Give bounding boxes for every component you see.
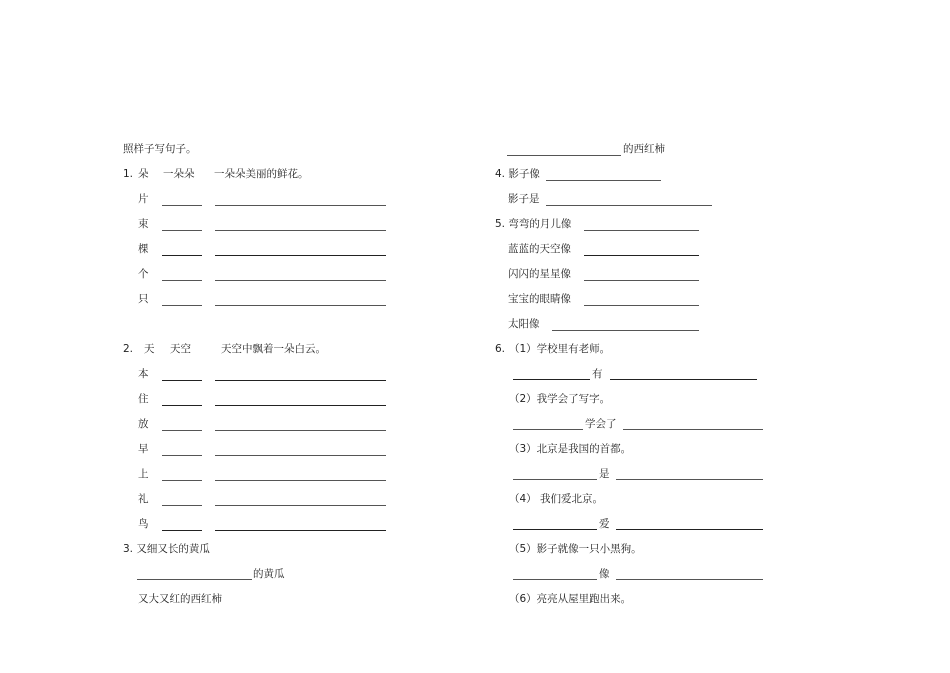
q6-sentence: （4） 我们爱北京。 — [509, 493, 604, 505]
q4-blank[interactable] — [546, 205, 712, 206]
q6-blank-left[interactable] — [513, 479, 597, 480]
q2-item: 本 — [138, 368, 149, 380]
q1-phrase-blank[interactable] — [162, 205, 202, 206]
q6-sentence: （5）影子就像一只小黑狗。 — [509, 543, 642, 555]
q3-blank[interactable] — [137, 579, 252, 580]
q6-blank-left[interactable] — [513, 579, 597, 580]
q1-example-sentence: 一朵朵美丽的鲜花。 — [214, 168, 309, 180]
q6-blank-left[interactable] — [513, 529, 597, 530]
q1-phrase-blank[interactable] — [162, 280, 202, 281]
q6-keyword: 学会了 — [585, 418, 617, 430]
q1-item: 束 — [138, 218, 149, 230]
q2-example-phrase: 天空 — [170, 343, 191, 355]
q1-sentence-blank[interactable] — [215, 305, 386, 306]
q6-blank-right[interactable] — [616, 579, 763, 580]
q6-sentence: （3）北京是我国的首都。 — [509, 443, 632, 455]
q1-item: 个 — [138, 268, 149, 280]
q1-sentence-blank[interactable] — [215, 255, 386, 256]
q4-blank[interactable] — [546, 180, 661, 181]
q2-sentence-blank[interactable] — [215, 530, 386, 531]
q1-item: 片 — [138, 193, 149, 205]
q2-phrase-blank[interactable] — [162, 530, 202, 531]
q4-line1: 4. 影子像 — [495, 168, 540, 180]
q5-blank[interactable] — [552, 330, 699, 331]
q5-item: 太阳像 — [508, 318, 540, 330]
q2-example-word: 天 — [144, 343, 155, 355]
q1-item: 棵 — [138, 243, 149, 255]
q2-number: 2. — [123, 343, 134, 355]
q5-blank[interactable] — [584, 305, 699, 306]
q1-phrase-blank[interactable] — [162, 255, 202, 256]
q5-blank[interactable] — [584, 230, 699, 231]
q2-sentence-blank[interactable] — [215, 455, 386, 456]
q2-sentence-blank[interactable] — [215, 430, 386, 431]
q2-item: 礼 — [138, 493, 149, 505]
q2-sentence-blank[interactable] — [215, 405, 386, 406]
q6-blank-right[interactable] — [623, 429, 763, 430]
q1-number: 1. — [123, 168, 134, 180]
q5-blank[interactable] — [584, 280, 699, 281]
q2-phrase-blank[interactable] — [162, 380, 202, 381]
q6-sentence: （1）学校里有老师。 — [509, 343, 611, 355]
q1-sentence-blank[interactable] — [215, 205, 386, 206]
q5-header: 5. 弯弯的月儿像 — [495, 218, 572, 230]
q6-blank-right[interactable] — [616, 529, 763, 530]
q3-blank-2[interactable] — [507, 155, 621, 156]
instruction: 照样子写句子。 — [123, 143, 197, 155]
q1-example-phrase: 一朵朵 — [163, 168, 195, 180]
q6-keyword: 爱 — [599, 518, 610, 530]
q6-keyword: 有 — [592, 368, 603, 380]
q2-sentence-blank[interactable] — [215, 505, 386, 506]
q2-example-sentence: 天空中飘着一朵白云。 — [221, 343, 326, 355]
q5-item: 宝宝的眼睛像 — [508, 293, 571, 305]
q5-blank[interactable] — [584, 255, 699, 256]
q2-item: 住 — [138, 393, 149, 405]
q1-phrase-blank[interactable] — [162, 305, 202, 306]
q6-blank-left[interactable] — [513, 379, 590, 380]
q2-phrase-blank[interactable] — [162, 405, 202, 406]
q6-keyword: 像 — [599, 568, 610, 580]
q2-phrase-blank[interactable] — [162, 505, 202, 506]
q2-phrase-blank[interactable] — [162, 430, 202, 431]
q6-blank-right[interactable] — [610, 379, 757, 380]
q2-item: 鸟 — [138, 518, 149, 530]
q2-sentence-blank[interactable] — [215, 480, 386, 481]
q3-header: 3. 又细又长的黄瓜 — [123, 543, 210, 555]
q3-example2: 又大又红的西红柿 — [138, 593, 222, 605]
q2-sentence-blank[interactable] — [215, 380, 386, 381]
q1-sentence-blank[interactable] — [215, 280, 386, 281]
q2-item: 上 — [138, 468, 149, 480]
q2-phrase-blank[interactable] — [162, 455, 202, 456]
q1-example-word: 朵 — [138, 168, 149, 180]
q1-phrase-blank[interactable] — [162, 230, 202, 231]
q2-item: 早 — [138, 443, 149, 455]
q6-number: 6. — [495, 343, 506, 355]
q2-phrase-blank[interactable] — [162, 480, 202, 481]
q2-item: 放 — [138, 418, 149, 430]
q5-item: 蓝蓝的天空像 — [508, 243, 571, 255]
q1-item: 只 — [138, 293, 149, 305]
q5-item: 闪闪的星星像 — [508, 268, 571, 280]
q1-sentence-blank[interactable] — [215, 230, 386, 231]
q6-sentence: （2）我学会了写字。 — [509, 393, 611, 405]
q4-line2: 影子是 — [508, 193, 540, 205]
q3-suffix-2: 的西红柿 — [623, 143, 665, 155]
q6-blank-right[interactable] — [616, 479, 763, 480]
q6-sentence: （6）亮亮从屋里跑出来。 — [509, 593, 632, 605]
q3-suffix: 的黄瓜 — [253, 568, 285, 580]
q6-keyword: 是 — [599, 468, 610, 480]
q6-blank-left[interactable] — [513, 429, 583, 430]
